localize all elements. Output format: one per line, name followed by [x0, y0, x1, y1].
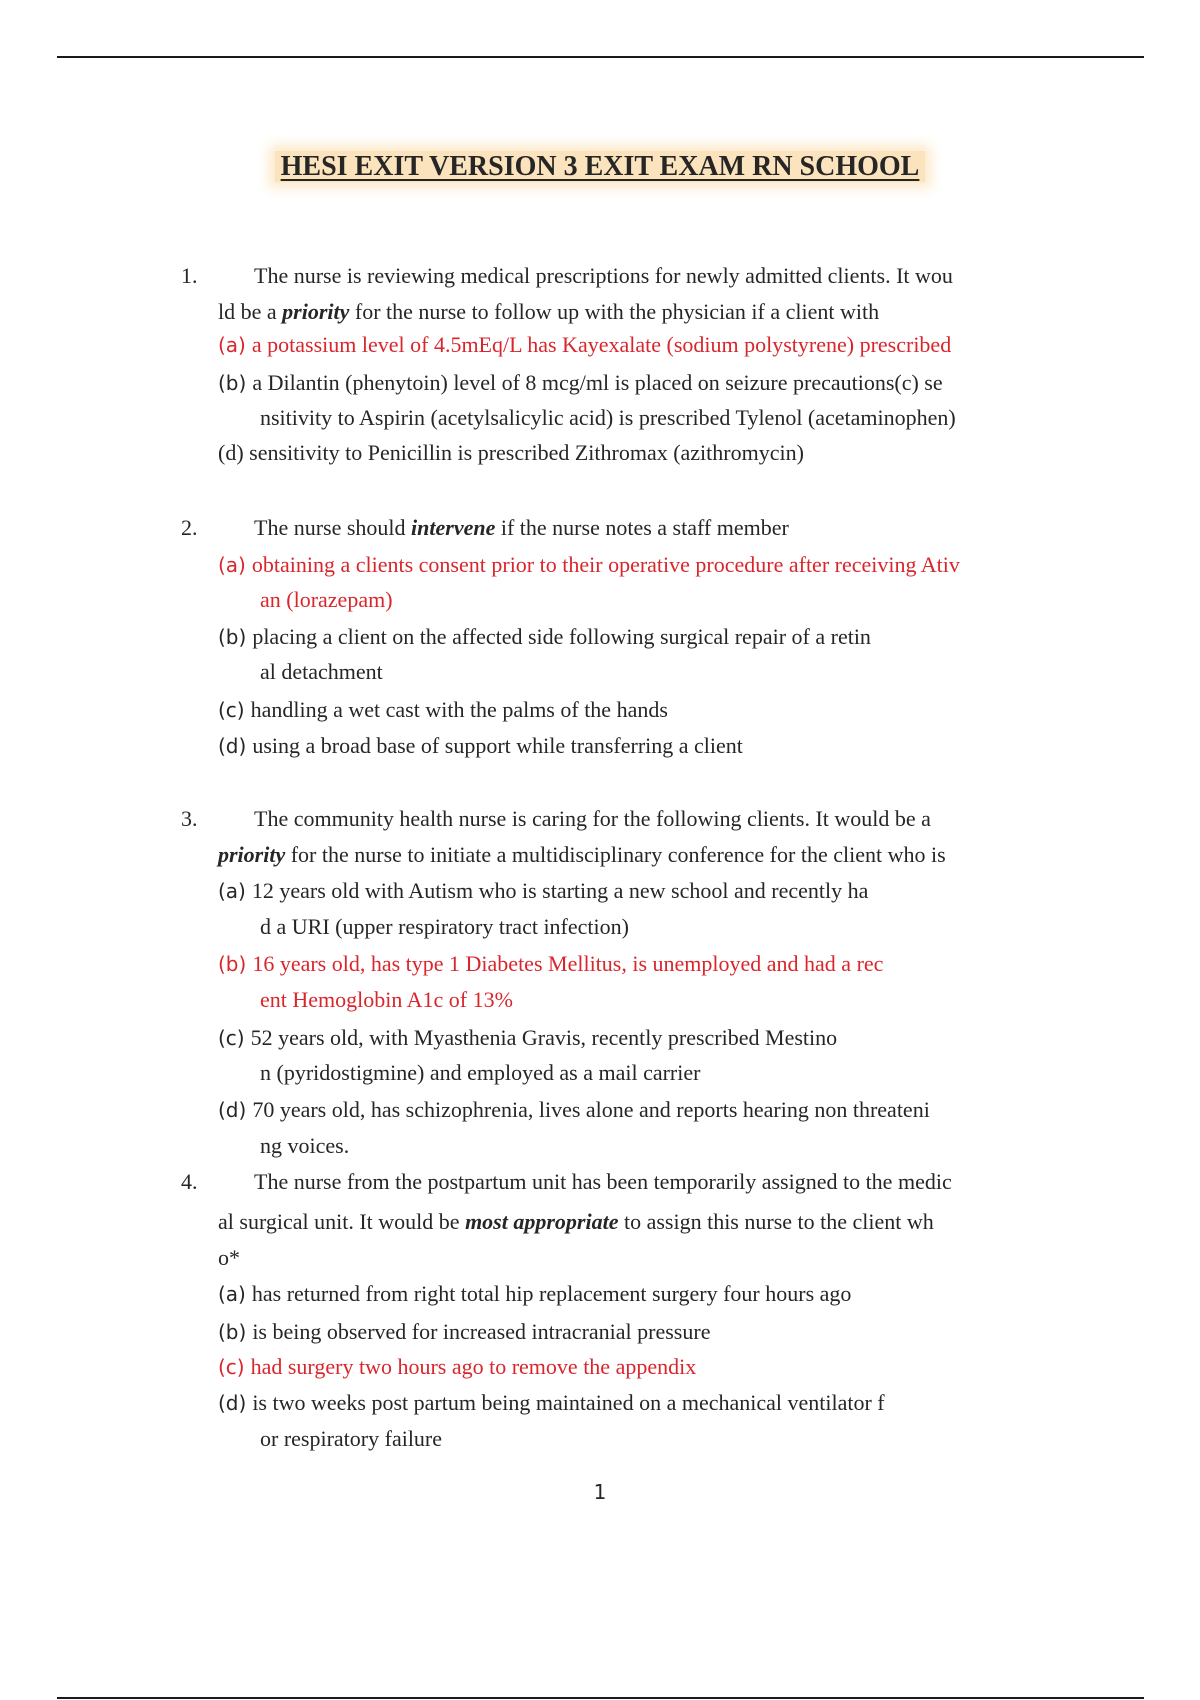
document-title: HESI EXIT VERSION 3 EXIT EXAM RN SCHOOL — [0, 148, 1200, 186]
option-b-continued: ent Hemoglobin A1c of 13% — [260, 987, 513, 1012]
option-a-correct: (a) obtaining a clients consent prior to their operative procedure after receiving Ativ — [218, 552, 960, 577]
option-a-correct: (a) a potassium level of 4.5mEq/L has Kayexalate (sodium polystyrene) prescribed — [218, 332, 952, 357]
option-d: (d) 70 years old, has schizophrenia, lives alone and reports hearing non threateni — [218, 1097, 930, 1122]
emphasis-word: priority — [282, 299, 350, 324]
question-number: 3. — [181, 806, 198, 831]
option-b-correct: (b) 16 years old, has type 1 Diabetes Mellitus, is unemployed and had a rec — [218, 951, 884, 976]
emphasis-word: most appropriate — [465, 1209, 619, 1234]
option-c-continued: n (pyridostigmine) and employed as a mail carrier — [260, 1060, 701, 1085]
option-b-continued: nsitivity to Aspirin (acetylsalicylic acid) is prescribed Tylenol (acetaminophen) — [260, 405, 956, 430]
question-number: 2. — [181, 515, 198, 540]
question-stem: ld be a priority for the nurse to follow up with the physician if a client with — [218, 299, 880, 324]
question-number: 4. — [181, 1169, 198, 1194]
option-b: (b) a Dilantin (phenytoin) level of 8 mcg/ml is placed on seizure precautions(c) se — [218, 370, 943, 395]
option-a-continued: an (lorazepam) — [260, 587, 393, 612]
page-number: 1 — [593, 1480, 607, 1504]
option-d-continued: ng voices. — [260, 1133, 350, 1158]
question-stem: The community health nurse is caring for the following clients. It would be a — [254, 806, 931, 831]
bottom-rule — [57, 1697, 1144, 1699]
option-c: (c) handling a wet cast with the palms of the hands — [218, 697, 668, 722]
option-b: (b) is being observed for increased intracranial pressure — [218, 1319, 711, 1344]
option-c: (c) 52 years old, with Myasthenia Gravis, recently prescribed Mestino — [218, 1025, 838, 1050]
option-d: (d) sensitivity to Penicillin is prescribed Zithromax (azithromycin) — [218, 440, 804, 465]
question-stem: The nurse from the postpartum unit has been temporarily assigned to the medic — [254, 1169, 952, 1194]
emphasis-word: priority — [218, 842, 286, 867]
question-number: 1. — [181, 263, 198, 288]
question-stem: o* — [218, 1245, 240, 1270]
question-stem: priority for the nurse to initiate a multidisciplinary conference for the client who is — [218, 842, 946, 867]
question-stem: The nurse should intervene if the nurse notes a staff member — [254, 515, 789, 540]
option-a: (a) has returned from right total hip replacement surgery four hours ago — [218, 1281, 852, 1306]
question-stem: al surgical unit. It would be most appropriate to assign this nurse to the client wh — [218, 1209, 934, 1234]
option-d-continued: or respiratory failure — [260, 1426, 443, 1451]
option-c-correct: (c) had surgery two hours ago to remove the appendix — [218, 1354, 697, 1379]
top-rule — [57, 56, 1144, 58]
option-b-continued: al detachment — [260, 659, 383, 684]
option-a-continued: d a URI (upper respiratory tract infection) — [260, 914, 629, 939]
option-b: (b) placing a client on the affected side following surgical repair of a retin — [218, 624, 871, 649]
option-d: (d) is two weeks post partum being maintained on a mechanical ventilator f — [218, 1390, 885, 1415]
option-a: (a) 12 years old with Autism who is starting a new school and recently ha — [218, 878, 869, 903]
emphasis-word: intervene — [411, 515, 496, 540]
question-stem: The nurse is reviewing medical prescriptions for newly admitted clients. It wou — [254, 263, 953, 288]
option-d: (d) using a broad base of support while transferring a client — [218, 733, 743, 758]
